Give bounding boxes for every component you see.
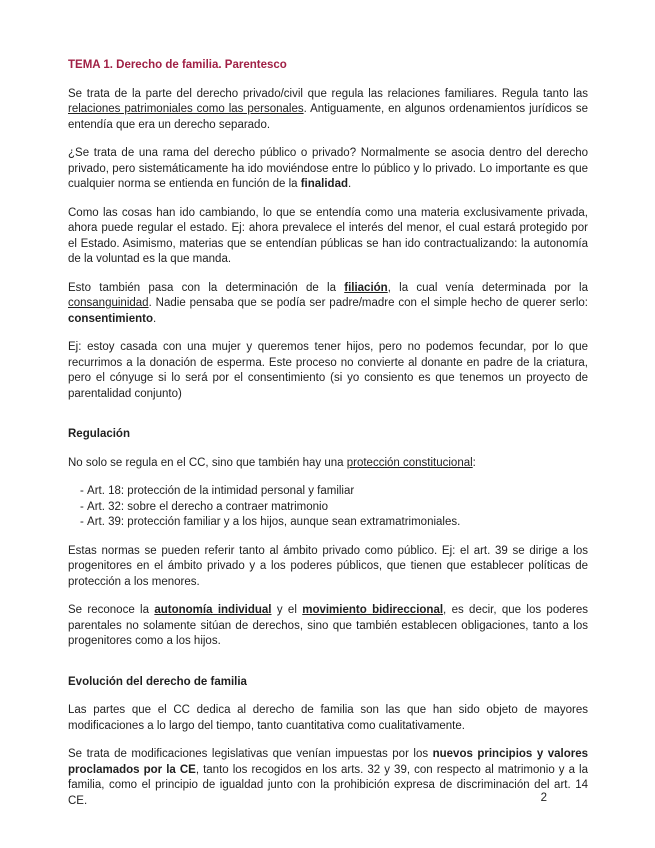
section-heading-regulacion: Regulación xyxy=(68,428,130,440)
paragraph-public-or-private: ¿Se trata de una rama del derecho público o privado? Normalmente se asocia dentro del derecho privado, pero sistemáticamente ha ido moviéndose entre lo público y lo privado. Lo importante es que cualquier norma se entienda en función de la finalidad. xyxy=(68,147,588,190)
section-heading-evolucion: Evolución del derecho de familia xyxy=(68,675,247,688)
paragraph-autonomia-individual: Se reconoce la autonomía individual y el movimiento bidireccional, es decir, que los poderes parentales no solamente sitúan de derechos, sino que también establecen obligaciones, tanto a los progenitores como a los hijos. xyxy=(68,604,588,647)
list-item-art-39: - Art. 39: protección familiar y a los hijos, aunque sean extramatrimoniales. xyxy=(80,515,588,531)
page-number: 2 xyxy=(540,791,547,804)
paragraph-family-law-intro: Se trata de la parte del derecho privado/civil que regula las relaciones familiares. Regula tanto las relaciones patrimoniales como las personales. Antiguamente, en algunos ordenamientos jurídicos se entendía que era un derecho separado. xyxy=(68,87,588,131)
paragraph-ambito-privado-publico: Estas normas se pueden referir tanto al ámbito privado como público. Ej: el art. 39 se dirige a los progenitores en el ámbito privado y a los poderes públicos, que tienen que establecer políticas de protección a los menores. xyxy=(68,544,588,588)
paragraph-state-regulation: Como las cosas han ido cambiando, lo que se entendía como una materia exclusivamente privada, ahora puede regular el estado. Ej: ahora prevalece el interés del menor, el cual estará protegido por el Estado. Asimismo, materias que se entendían públicas se han ido contractualizando: la autonomía de la voluntad es la que manda. xyxy=(68,206,588,265)
page-title: TEMA 1. Derecho de familia. Parentesco xyxy=(68,59,287,71)
articles-list xyxy=(68,484,588,531)
list-item-art-32: - Art. 32: sobre el derecho a contraer matrimonio xyxy=(80,500,588,516)
paragraph-example-donation: Ej: estoy casada con una mujer y queremos tener hijos, pero no podemos fecundar, por lo que recurrimos a la donación de esperma. Este proceso no convierte al donante en padre de la criatura, pero el cónyuge si lo será por el consentimiento (si yo consiento es que tenemos un proyecto de parentalidad conjunto) xyxy=(68,341,588,400)
paragraph-filiacion: Esto también pasa con la determinación de la filiación, la cual venía determinada por la consanguinidad. Nadie pensaba que se podía ser padre/madre con el simple hecho de querer serlo: consentimiento. xyxy=(68,281,589,325)
paragraph-nuevos-principios: Se trata de modificaciones legislativas que venían impuestas por los nuevos principios y valores proclamados por la CE, tanto los recogidos en los arts. 32 y 39, con respecto al matrimonio y a la familia, como el principio de igualdad junto con la prohibición expresa de discriminación del art. 14 CE. xyxy=(68,748,588,807)
paragraph-cc-modificaciones: Las partes que el CC dedica al derecho de familia son las que han sido objeto de mayores modificaciones a lo largo del tiempo, tanto cuantitativa como cualitativamente. xyxy=(68,704,588,732)
list-item-art-18: - Art. 18: protección de la intimidad personal y familiar xyxy=(80,484,588,500)
paragraph-constitutional-protection: No solo se regula en el CC, sino que también hay una protección constitucional: xyxy=(68,456,476,469)
